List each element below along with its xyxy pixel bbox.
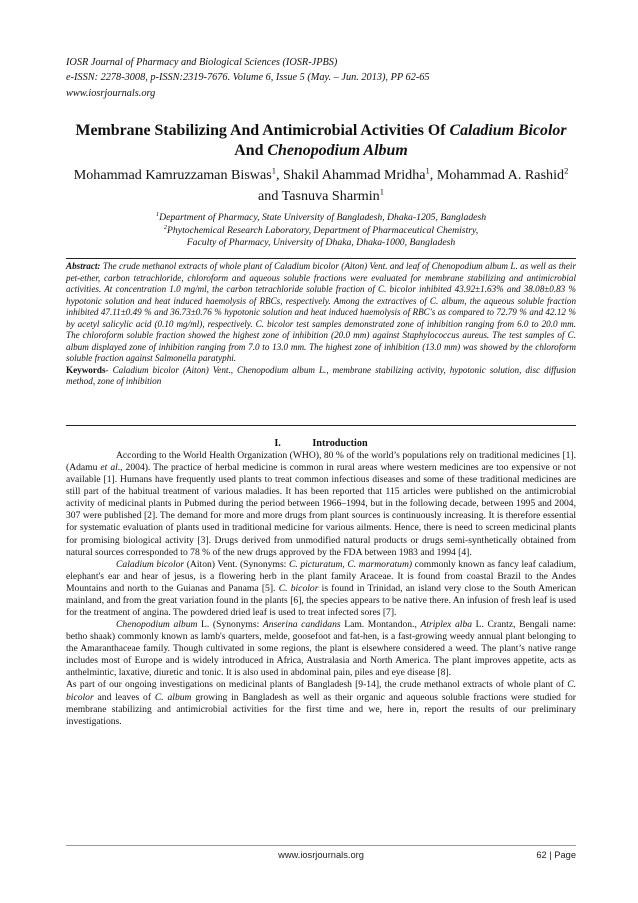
section-heading [66, 437, 576, 450]
abstract-text: The crude methanol extracts of whole plant of Caladium bicolor (Aiton) Vent. and leaf of Chenopodium album L. as well as their pet-ether, carbon tetrachloride, chloroform and aqueous soluble fractions were evaluated for membrane stabilizing and antimicrobial activities. At concentration 1.0 mg/ml, the carbon tetrachloride soluble fraction of C. bicolor inhibited 43.92±1.63% and 38.08±0.83 % hypotonic solution and heat induced haemolysis of RBCs, respectively. Among the extractives of C. album, the aqueous soluble fraction inhibited 47.11±0.49 % and 36.73±0.76 % hypotonic solution and heat induced haemolysis of RBC's as compared to 72.79 % and 42.12 % by acetyl salicylic acid (0.10 mg/ml), respectively. C. bicolor test samples demonstrated zone of inhibition ranging from 6.0 to 20.0 mm. The chloroform soluble fraction showed the highest zone of inhibition (20.0 mm) against Staphylococcus aureus. The test samples of C. album displayed zone of inhibition ranging from 7.0 to 13.0 mm. The highest zone of inhibition (13.0 mm) was showed by the chloroform soluble fraction against Salmonella paratyphi. [66, 261, 576, 364]
author-2: , Shakil Ahammad Mridha [275, 167, 426, 183]
footer-rule [66, 845, 576, 846]
journal-name: IOSR Journal of Pharmacy and Biological Sciences (IOSR-JPBS) [66, 57, 338, 68]
journal-website: www.iosrjournals.org [66, 87, 156, 99]
keywords-label: Keywords [66, 364, 106, 375]
author-1: Mohammad Kamruzzaman Biswas [73, 167, 272, 183]
affiliation-2-cont: Faculty of Pharmacy, University of Dhaka, Dhaka-1000, Bangladesh [186, 237, 456, 249]
footer-website: www.iosrjournals.org [278, 850, 364, 860]
issn-line: e-ISSN: 2278-3008, p-ISSN:2319-7676. Volume 6, Issue 5 (May. – Jun. 2013), PP 62-65 [66, 72, 430, 84]
abstract-bottom-rule [66, 425, 576, 426]
paragraph: As part of our ongoing investigations on medicinal plants of Bangladesh [9-14], the crude methanol extracts of whole plant of C. bicolor and leaves of C. album growing in Bangladesh as well as their organic and aqueous soluble fractions were studied for membrane stabilizing and antimicrobial activities for the first time and we, here in, report the results of our preliminary investigations. [66, 679, 576, 727]
abstract-label: Abstract: [66, 261, 101, 271]
author-3: , Mohammad A. Rashid [429, 167, 565, 183]
paragraph: According to the World Health Organization (WHO), 80 % of the world’s populations rely on traditional medicines [1]. (Adamu et al., 2004). The practice of herbal medicine is common in rural areas where western medicines are too expensive or not available [1]. Humans have frequently used plants to treat common infectious diseases and some of these traditional medicines are still part of the habitual treatment of various maladies. It has been reported that 115 articles were published on the antimicrobial activity of medicinal plants in Pubmed during the period between 1966–1994, but in the following decade, between 1995 and 2004, 307 were published [2]. The demand for more and more drugs from plant sources is continuously increasing. It is therefore essential for systematic evaluation of plants used in traditional medicine for various ailments. Hence, there is need to screen medicinal plants for promising biological activity [3]. Drugs derived from unmodified natural products or drugs semi-synthetically obtained from natural sources corresponded to 78 % of the new drugs approved by the FDA between 1983 and 1994 [4]. [66, 450, 576, 558]
paragraph: Chenopodium album L. (Synonyms: Anserina candidans Lam. Montandon., Atriplex alba L. Crantz, Bengali name: betho shaak) commonly known as lamb's quarters, melde, goosefoot and fat-hen, is a fast-growing weedy annual plant belonging to the Amaranthaceae family. Though cultivated in some regions, the plant is elsewhere considered a weed. The plant’s native range includes most of Europe and is widely introduced in Africa, Australasia and North America. The plant improves appetite, acts as anthelmintic, laxative, diuretic and tonic. It is also used in abdominal pain, piles and eye disease [8]. [66, 619, 577, 679]
abstract [66, 261, 576, 388]
section-number: I. [274, 438, 281, 449]
author-list: Mohammad Kamruzzaman Biswas$^1$, Shakil Ahammad Mridha$^1$, Mohammad A. Rashid$^2$ and Tasnuva Sharmin$^1$ [73, 165, 569, 204]
journal-header [66, 55, 576, 101]
keywords-text: - Caladium bicolor (Aiton) Vent., Chenopodium album L., membrane stabilizing activity, hypotonic solution, disc diffusion method, zone of inhibition [66, 364, 576, 387]
paper-title: Membrane Stabilizing And Antimicrobial Activities Of Caladium Bicolor And Chenopodium Album [75, 122, 567, 159]
introduction-body [66, 450, 576, 728]
affiliations [66, 212, 576, 250]
author-4: and Tasnuva Sharmin [258, 188, 380, 204]
page-number: 62 | Page [536, 850, 576, 860]
affiliation-1: $^1$Department of Pharmacy, State University of Bangladesh, Dhaka-1205, Bangladesh [155, 210, 487, 223]
abstract-top-rule [66, 258, 576, 259]
section-title: Introduction [312, 438, 368, 449]
affiliation-2: $^2$Phytochemical Research Laboratory, Department of Pharmaceutical Chemistry, [163, 223, 479, 236]
paragraph: Caladium bicolor (Aiton) Vent. (Synonyms: C. picturatum, C. marmoratum) commonly known as fancy leaf caladium, elephant's ear and hear of jesus, is a flowering herb in the plant family Araceae. It is found from coastal Brazil to the Andes Mountains and north to the Guianas and Panama [5]. C. bicolor is found in Trinidad, an island very close to the South American mainland, and from the great variation found in the plants [6], the species appears to be native there. An infusion of fresh leaf is used for the treatment of angina. The powdered dried leaf is used to treat infected sores [7]. [66, 558, 577, 619]
